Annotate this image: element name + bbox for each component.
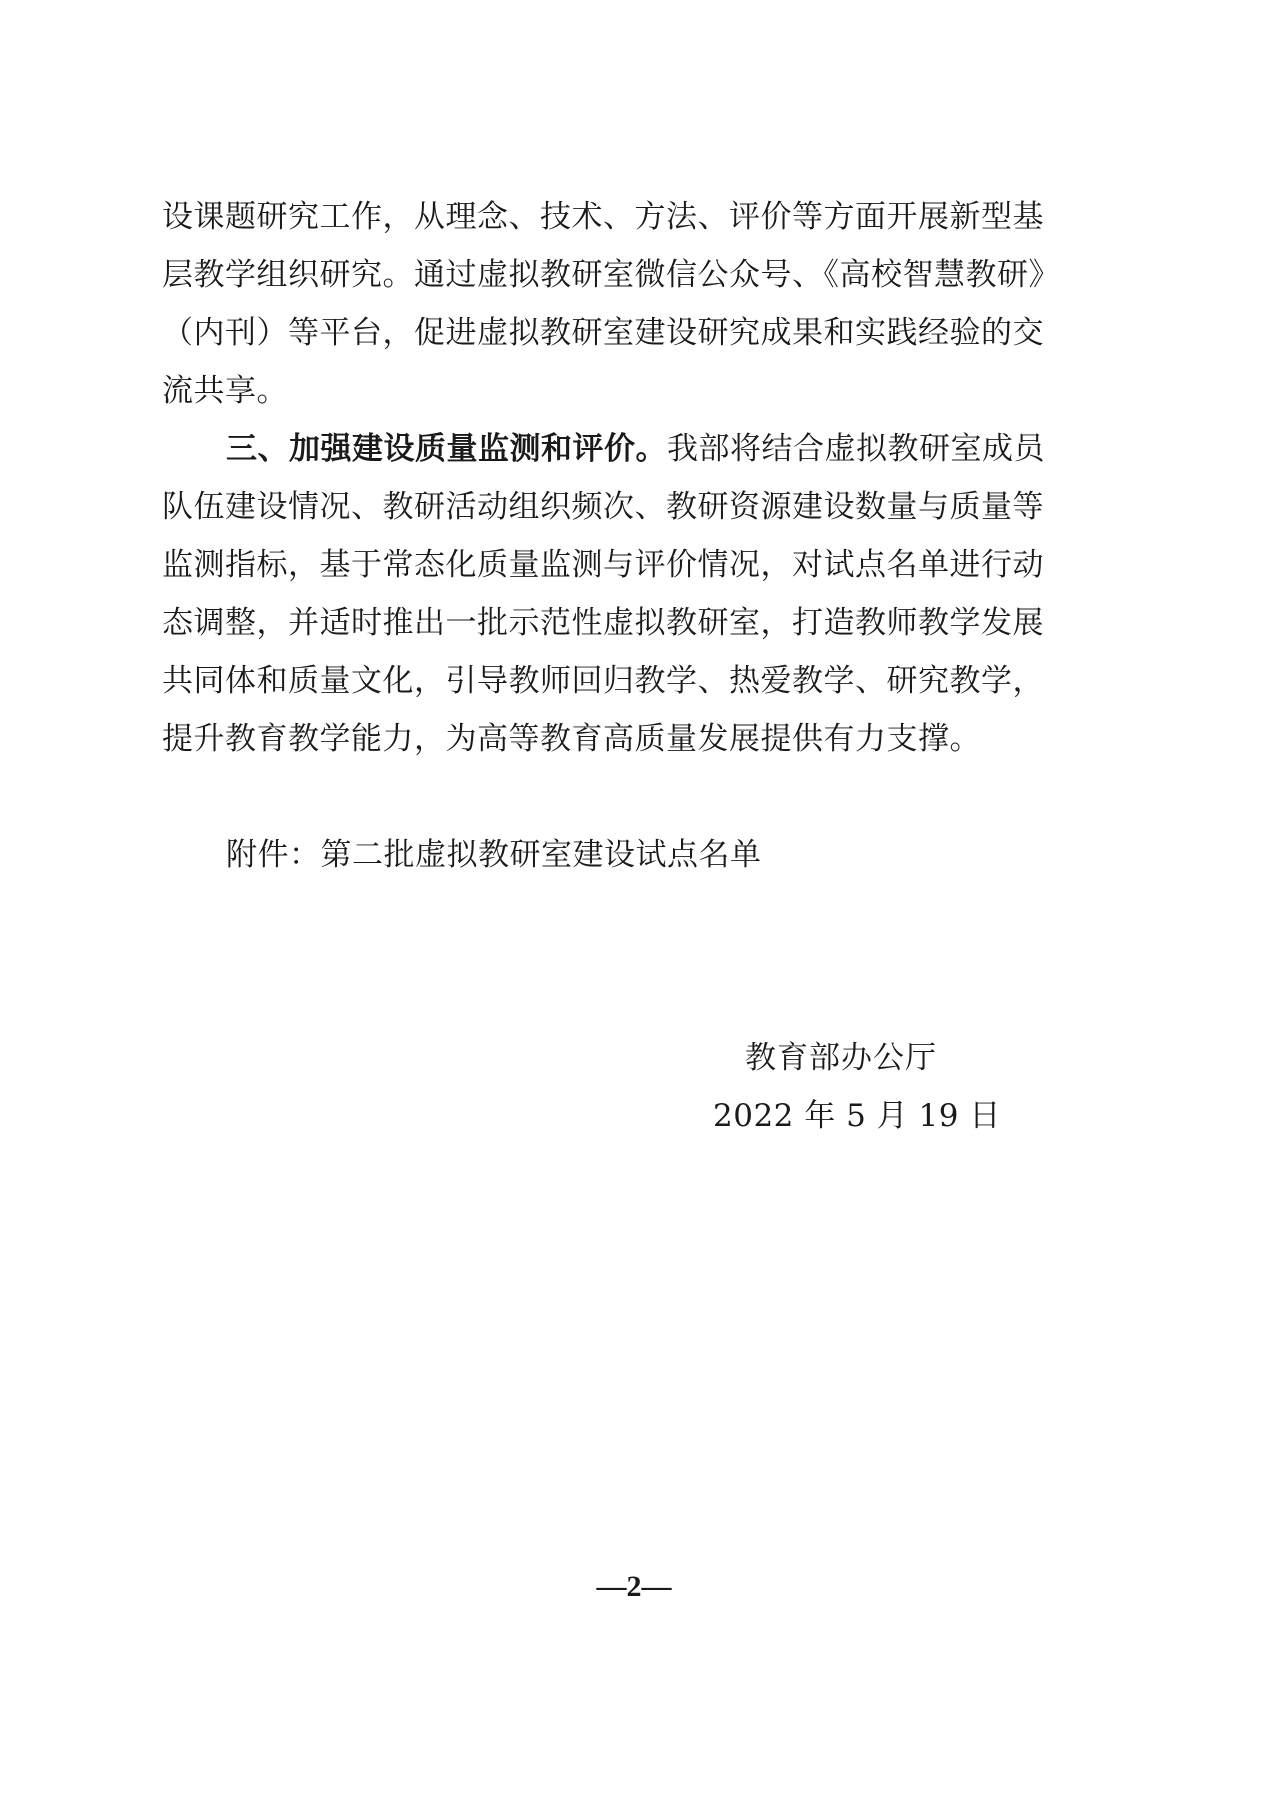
body-line-2: 层教学组织研究。通过虚拟教研室微信公众号、《高校智慧教研》 xyxy=(162,257,1060,293)
section-3-line-6: 提升教育教学能力，为高等教育高质量发展提供有力支撑。 xyxy=(162,721,981,757)
section-3-line-4: 态调整，并适时推出一批示范性虚拟教研室，打造教师教学发展 xyxy=(162,605,1044,641)
page-number: —2— xyxy=(596,1570,672,1603)
section-3-line-5: 共同体和质量文化，引导教师回归教学、热爱教学、研究教学， xyxy=(162,663,1044,699)
body-line-3: （内刊）等平台，促进虚拟教研室建设研究成果和实践经验的交 xyxy=(162,315,1044,351)
signature-date: 2022 年 5 月 19 日 xyxy=(713,1098,1001,1134)
body-line-1: 设课题研究工作，从理念、技术、方法、评价等方面开展新型基 xyxy=(162,199,1044,235)
attachment-line: 附件：第二批虚拟教研室建设试点名单 xyxy=(226,837,762,873)
section-3-first-line-text: 我部将结合虚拟教研室成员 xyxy=(667,431,1045,467)
body-line-4: 流共享。 xyxy=(162,373,288,409)
signature-organization: 教育部办公厅 xyxy=(745,1040,937,1076)
section-3-heading: 三、加强建设质量监测和评价。 xyxy=(226,431,667,467)
section-3-first-line xyxy=(226,429,1045,469)
section-3-line-3: 监测指标，基于常态化质量监测与评价情况，对试点名单进行动 xyxy=(162,547,1044,583)
section-3-line-2: 队伍建设情况、教研活动组织频次、教研资源建设数量与质量等 xyxy=(162,489,1044,525)
